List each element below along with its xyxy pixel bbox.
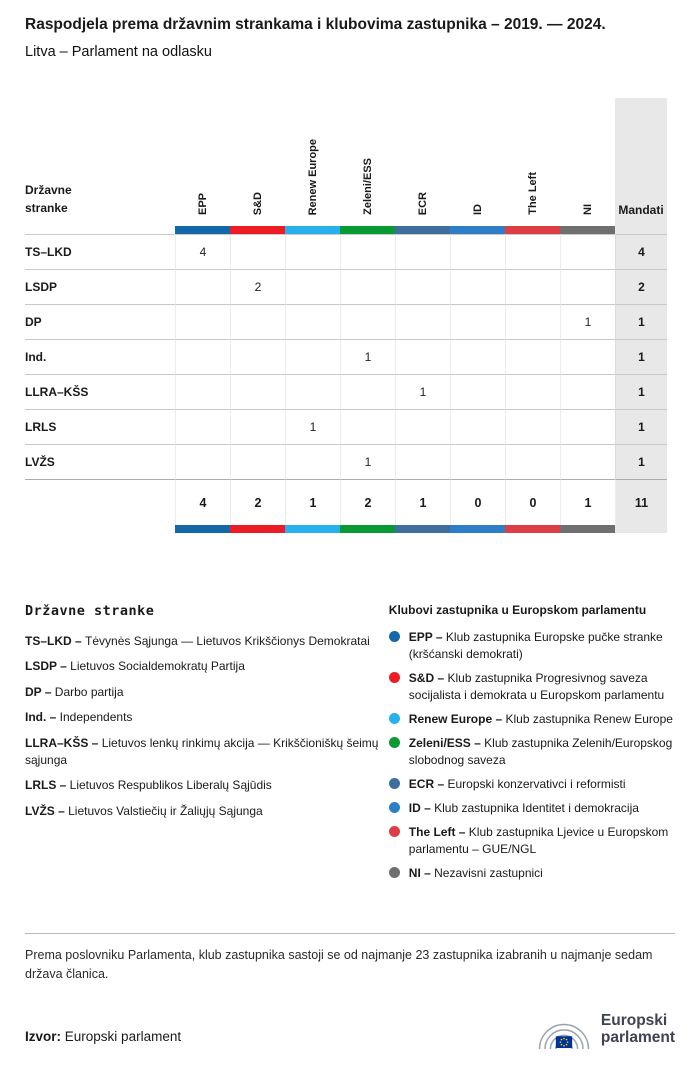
party-name: DP <box>25 304 175 339</box>
group-color-bar <box>285 226 340 234</box>
row-header-label-line: stranke <box>25 201 68 215</box>
seat-count-cell <box>340 374 395 409</box>
group-legend-text: S&D – Klub zastupnika Progresivnog saveza socijalista i demokrata u Europskom parlamentu <box>408 671 665 703</box>
party-abbreviation: TS–LKD – <box>25 634 86 648</box>
party-legend-item: LSDP – Lietuvos Socialdemokratų Partija <box>25 659 245 674</box>
mandati-cell: 4 <box>615 234 667 269</box>
europarl-logo <box>535 1006 675 1052</box>
seat-count-cell <box>285 234 340 269</box>
logo-text-line2: parlament <box>600 1028 675 1046</box>
group-legend-item <box>389 629 675 663</box>
seat-count-cell: 1 <box>340 339 395 374</box>
seat-count-cell <box>560 444 615 479</box>
totals-cell: 2 <box>340 479 395 525</box>
group-color-bar <box>340 525 395 533</box>
mandati-cell: 1 <box>615 304 667 339</box>
group-abbreviation: The Left – <box>408 825 469 840</box>
party-legend-item: TS–LKD – Tėvynės Sąjunga — Lietuvos Krikščionys Demokratai <box>25 634 370 648</box>
group-legend-header: Klubovi zastupnika u Europskom parlamentu <box>388 603 647 617</box>
legend-section <box>25 603 675 889</box>
seat-count-cell <box>175 304 230 339</box>
seat-count-cell <box>395 304 450 339</box>
seat-count-cell: 2 <box>230 269 285 304</box>
party-abbreviation: LVŽS – <box>25 803 69 818</box>
logo-text-line1: Europski <box>600 1011 668 1029</box>
group-color-bar <box>505 226 560 234</box>
group-color-dot <box>389 867 400 878</box>
totals-cell: 2 <box>230 479 285 525</box>
seat-count-cell <box>450 444 505 479</box>
party-legend <box>25 603 381 889</box>
column-header-label: ID <box>471 204 484 215</box>
seat-count-cell: 1 <box>285 409 340 444</box>
group-color-dot <box>389 802 400 813</box>
seat-count-cell <box>395 409 450 444</box>
group-abbreviation: NI – <box>408 866 435 881</box>
source-value: Europski parlament <box>64 1028 182 1044</box>
party-abbreviation: Ind. – <box>25 710 60 725</box>
mandati-cell: 2 <box>615 269 667 304</box>
seat-count-cell <box>230 234 285 269</box>
party-legend-item: LRLS – Lietuvos Respublikos Liberalų Sąjūdis <box>25 778 272 793</box>
seat-count-cell <box>285 444 340 479</box>
seat-count-cell <box>395 339 450 374</box>
seat-count-cell <box>230 339 285 374</box>
seat-count-cell <box>340 269 395 304</box>
party-name: LLRA–KŠS <box>25 374 175 409</box>
seat-count-cell: 1 <box>340 444 395 479</box>
group-color-bar <box>450 226 505 234</box>
group-legend-item <box>389 865 675 882</box>
seat-count-cell: 1 <box>560 304 615 339</box>
seat-count-cell <box>340 409 395 444</box>
group-color-bar <box>340 226 395 234</box>
totals-cell: 0 <box>450 479 505 525</box>
group-legend-item <box>389 800 675 817</box>
seat-count-cell <box>505 304 560 339</box>
mandati-cell: 1 <box>615 339 667 374</box>
group-color-bar <box>285 525 340 533</box>
column-header <box>175 98 230 226</box>
group-abbreviation: Renew Europe – <box>408 712 506 727</box>
mandati-cell: 1 <box>615 374 667 409</box>
party-abbreviation: DP – <box>25 684 55 699</box>
group-legend-item <box>389 670 675 704</box>
totals-cell: 1 <box>395 479 450 525</box>
party-name: LRLS <box>25 409 175 444</box>
group-legend-text: ECR – Europski konzervativci i reformisti <box>408 777 626 792</box>
seat-count-cell <box>285 374 340 409</box>
group-legend <box>389 603 675 889</box>
party-name: TS–LKD <box>25 234 175 269</box>
seat-count-cell <box>175 269 230 304</box>
totals-cell: 0 <box>505 479 560 525</box>
seat-count-cell <box>230 374 285 409</box>
seat-count-cell <box>450 374 505 409</box>
mandati-cell: 1 <box>615 409 667 444</box>
column-header-label: EPP <box>196 192 209 215</box>
group-color-bar <box>505 525 560 533</box>
column-header-label: ECR <box>416 191 429 215</box>
bar-row-spacer <box>25 525 175 533</box>
group-legend-list <box>389 629 675 882</box>
seat-count-cell <box>285 339 340 374</box>
totals-mandati-cell: 11 <box>615 479 667 525</box>
group-color-bar <box>395 525 450 533</box>
column-header <box>505 98 560 226</box>
group-color-bar <box>175 226 230 234</box>
group-color-bar <box>230 525 285 533</box>
party-name: LVŽS <box>25 444 175 479</box>
seat-count-cell <box>505 269 560 304</box>
seat-count-cell <box>175 444 230 479</box>
seat-count-cell <box>560 374 615 409</box>
row-header-label <box>25 98 175 226</box>
totals-cell: 4 <box>175 479 230 525</box>
mandati-cell: 1 <box>615 444 667 479</box>
seat-table-wrap <box>25 98 675 533</box>
source-line <box>25 1029 181 1052</box>
column-header-label: S&D <box>251 191 264 215</box>
seat-count-cell <box>450 409 505 444</box>
seat-count-cell <box>560 409 615 444</box>
seat-count-cell <box>395 444 450 479</box>
mandati-column-header: Mandati <box>615 98 667 226</box>
group-color-bar <box>560 226 615 234</box>
seat-count-cell <box>505 374 560 409</box>
group-abbreviation: Zeleni/ESS – <box>408 736 485 751</box>
group-legend-item <box>389 776 675 793</box>
seat-count-cell <box>230 444 285 479</box>
seat-count-cell <box>505 339 560 374</box>
seat-count-cell: 4 <box>175 234 230 269</box>
group-legend-item <box>389 735 675 769</box>
column-header <box>560 98 615 226</box>
column-header-label: NI <box>581 204 594 215</box>
party-name: Ind. <box>25 339 175 374</box>
group-color-bar <box>230 226 285 234</box>
group-color-bar <box>450 525 505 533</box>
row-header-label-line: Državne <box>25 183 72 197</box>
party-legend-item: DP – Darbo partija <box>25 684 124 699</box>
group-legend-text: Zeleni/ESS – Klub zastupnika Zelenih/Europskog slobodnog saveza <box>408 736 673 768</box>
group-legend-text: EPP – Klub zastupnika Europske pučke stranke (kršćanski demokrati) <box>408 630 663 662</box>
seat-table <box>25 98 667 533</box>
seat-count-cell <box>505 409 560 444</box>
group-color-dot <box>389 672 400 683</box>
seat-count-cell <box>450 304 505 339</box>
seat-count-cell <box>505 234 560 269</box>
page-title: Raspodjela prema državnim strankama i klubovima zastupnika – 2019. — 2024. <box>25 16 606 33</box>
column-header-label: The Left <box>526 172 539 215</box>
seat-count-cell: 1 <box>395 374 450 409</box>
europarl-logo-text <box>601 1012 675 1047</box>
group-color-bar <box>175 525 230 533</box>
page-subtitle: Litva – Parlament na odlasku <box>25 44 212 60</box>
seat-count-cell <box>505 444 560 479</box>
column-header <box>285 98 340 226</box>
seat-count-cell <box>450 234 505 269</box>
party-abbreviation: LLRA–KŠS – <box>25 735 102 750</box>
group-legend-text: NI – Nezavisni zastupnici <box>408 866 543 881</box>
party-legend-list <box>25 633 381 820</box>
totals-cell: 1 <box>285 479 340 525</box>
column-header <box>340 98 395 226</box>
footer-bottom <box>25 1006 675 1052</box>
seat-count-cell <box>395 234 450 269</box>
group-color-bar <box>395 226 450 234</box>
europarl-hemicycle-icon <box>535 1006 593 1052</box>
column-header-label: Renew Europe <box>306 138 319 215</box>
seat-count-cell <box>560 269 615 304</box>
party-legend-item: LLRA–KŠS – Lietuvos lenkų rinkimų akcija — Krikščioniškų šeimų sąjunga <box>25 735 379 767</box>
seat-count-cell <box>175 339 230 374</box>
group-color-dot <box>389 713 400 724</box>
footer-note: Prema poslovniku Parlamenta, klub zastupnika sastoji se od najmanje 23 zastupnika izabranih u najmanje sedam država članica. <box>25 933 675 984</box>
group-color-dot <box>389 826 400 837</box>
seat-count-cell <box>450 269 505 304</box>
party-legend-item: LVŽS – Lietuvos Valstiečių ir Žaliųjų Sąjunga <box>25 803 263 818</box>
seat-count-cell <box>560 234 615 269</box>
group-color-bar <box>560 525 615 533</box>
seat-count-cell <box>560 339 615 374</box>
party-abbreviation: LSDP – <box>25 659 71 674</box>
totals-row-spacer <box>25 479 175 525</box>
column-header <box>395 98 450 226</box>
group-legend-text: Renew Europe – Klub zastupnika Renew Europe <box>408 712 673 727</box>
group-legend-text: The Left – Klub zastupnika Ljevice u Europskom parlamentu – GUE/NGL <box>408 825 669 857</box>
group-color-dot <box>389 778 400 789</box>
group-legend-item <box>389 711 675 728</box>
column-header <box>230 98 285 226</box>
seat-count-cell <box>230 409 285 444</box>
mandati-bar-spacer <box>615 525 667 533</box>
group-abbreviation: S&D – <box>408 671 448 686</box>
seat-count-cell <box>450 339 505 374</box>
column-header <box>450 98 505 226</box>
party-legend-header: Državne stranke <box>25 603 155 619</box>
seat-count-cell <box>340 304 395 339</box>
mandati-bar-spacer <box>615 226 667 234</box>
column-header-label: Zeleni/ESS <box>361 158 374 215</box>
group-abbreviation: ECR – <box>408 777 448 792</box>
group-color-dot <box>389 737 400 748</box>
seat-count-cell <box>175 409 230 444</box>
seat-count-cell <box>175 374 230 409</box>
source-label: Izvor: <box>25 1028 62 1044</box>
party-legend-item: Ind. – Independents <box>25 710 133 725</box>
group-color-dot <box>389 631 400 642</box>
seat-count-cell <box>285 269 340 304</box>
seat-count-cell <box>340 234 395 269</box>
group-abbreviation: ID – <box>408 801 435 816</box>
seat-count-cell <box>285 304 340 339</box>
bar-row-spacer <box>25 226 175 234</box>
group-legend-text: ID – Klub zastupnika Identitet i demokracija <box>408 801 639 816</box>
totals-cell: 1 <box>560 479 615 525</box>
seat-count-cell <box>230 304 285 339</box>
group-abbreviation: EPP – <box>408 630 446 644</box>
party-abbreviation: LRLS – <box>25 778 70 793</box>
group-legend-item <box>389 824 675 858</box>
party-name: LSDP <box>25 269 175 304</box>
seat-count-cell <box>395 269 450 304</box>
